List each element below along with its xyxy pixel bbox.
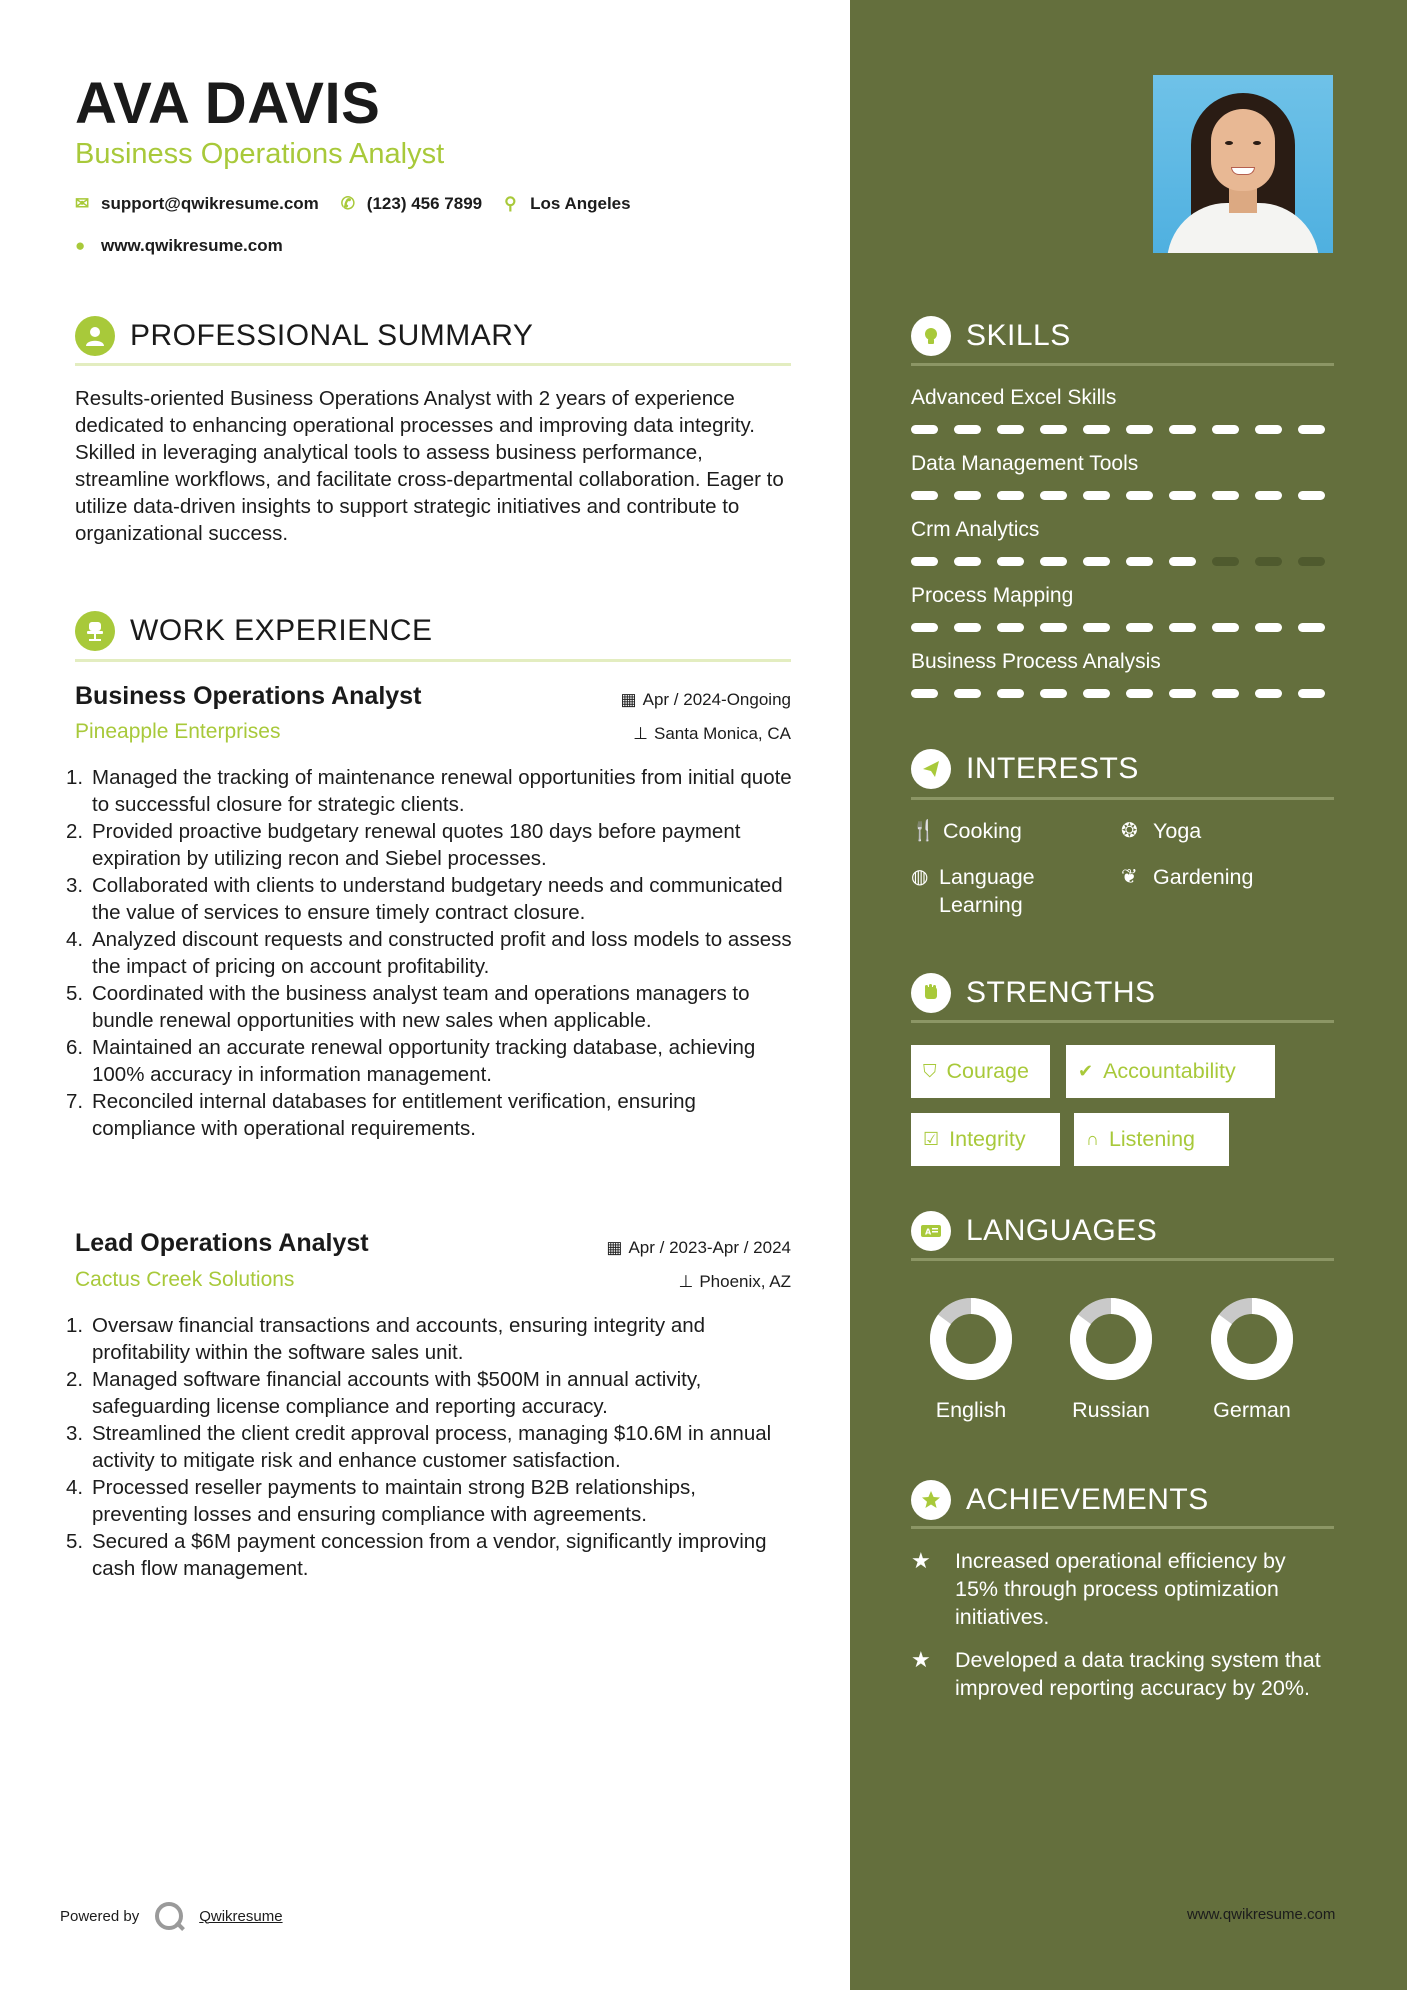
skills-divider [911,363,1334,366]
strengths-title: STRENGTHS [966,976,1156,1009]
interest-label: Language Learning [938,865,1035,917]
candidate-name: AVA DAVIS [75,71,381,136]
achievements-title: ACHIEVEMENTS [966,1483,1209,1516]
interest-item [911,817,1022,845]
phone-icon: ✆ [340,194,356,213]
language-name: German [1213,1398,1291,1422]
skill-dash [1212,491,1239,500]
paper-plane-icon [911,749,951,789]
shooting-star-icon: ★ [911,1647,931,1672]
skill-dash [1083,491,1110,500]
skill-dash [954,623,981,632]
achievement-item [911,1547,1331,1631]
summary-header [75,316,533,356]
skill-dash [1126,491,1153,500]
powered-by-text: Powered by [60,1907,140,1925]
contact-row [75,194,653,214]
lifebuoy-icon: ❂ [1121,820,1138,842]
leaf-icon: ❦ [1121,866,1138,888]
job-title: Lead Operations Analyst [75,1229,369,1257]
skill-dash [1126,623,1153,632]
achievement-item [911,1646,1331,1702]
map-pin-icon: ⚲ [504,194,517,213]
interest-label: Yoga [1153,819,1202,843]
skill-dash [1298,689,1325,698]
skill-dash [1040,689,1067,698]
language-level-ring [929,1297,1013,1381]
calendar-icon: ▦ [606,1238,623,1257]
interest-label: Cooking [943,819,1022,843]
list-item: Reconciled internal databases for entitlement verification, ensuring compliance with operational requirements. [92,1090,696,1140]
skill-dash [1169,623,1196,632]
skill-dash [954,425,981,434]
website-text: www.qwikresume.com [101,236,283,255]
skill-dash [954,689,981,698]
skill-rating [911,491,1341,500]
interests-divider [911,797,1334,800]
skill-dash [1212,689,1239,698]
strength-label: Courage [946,1059,1029,1083]
headphones-icon: ∩ [1086,1129,1099,1149]
skill-dash [1126,425,1153,434]
skill-dash [954,557,981,566]
pushpin-icon: ⊥ [678,1272,694,1291]
experience-divider [75,659,791,662]
skill-dash [1255,623,1282,632]
skill-name: Crm Analytics [911,518,1040,541]
skill-dash [997,689,1024,698]
phone-text: (123) 456 7899 [366,194,483,213]
achievements-divider [911,1526,1334,1529]
languages-header [911,1211,1157,1251]
job-duties [66,764,796,1142]
candidate-role: Business Operations Analyst [75,138,445,170]
profile-photo [1153,75,1333,253]
strength-label: Listening [1108,1127,1196,1151]
check-square-icon: ☑ [923,1129,940,1149]
interest-item [1121,817,1201,845]
list-item: Processed reseller payments to maintain strong B2B relationships, preventing losses and ensuring compliance with agreements. [92,1476,696,1526]
interests-header [911,749,1139,789]
list-item: Coordinated with the business analyst team and operations managers to bundle renewal opportunities with new sales when applicable. [92,982,750,1032]
skill-dash [1255,425,1282,434]
globe-icon: ◍ [911,866,929,888]
skill-dash [1169,557,1196,566]
list-item: Oversaw financial transactions and accounts, ensuring integrity and profitability within the software sales unit. [92,1314,706,1364]
strengths-header [911,973,1156,1013]
skill-dash [1083,425,1110,434]
list-item: Streamlined the client credit approval process, managing $10.6M in annual activity to mitigate risk and enhance customer satisfaction. [92,1422,772,1472]
contact-email[interactable] [75,194,319,214]
skill-dash [1255,491,1282,500]
skill-dash [1040,557,1067,566]
envelope-icon: ✉ [75,194,90,213]
footer-website[interactable]: www.qwikresume.com [1187,1906,1336,1923]
language-name: English [935,1398,1007,1422]
globe-icon: ● [75,236,86,255]
languages-divider [911,1258,1334,1261]
skill-dash [1169,425,1196,434]
skill-dash [911,689,938,698]
interest-item [911,863,1101,919]
list-item: Managed software financial accounts with $500M in annual activity, safeguarding license compliance and reporting accuracy. [92,1368,702,1418]
experience-title: WORK EXPERIENCE [130,614,433,647]
lightbulb-icon [911,316,951,356]
shooting-star-icon: ★ [911,1548,931,1573]
strength-chip [1074,1113,1229,1166]
contact-website[interactable] [75,236,283,256]
skill-dash [1083,689,1110,698]
list-item: Collaborated with clients to understand budgetary needs and communicated the value of services to ensure timely contract closure. [92,874,783,924]
achievement-text: Increased operational efficiency by 15% through process optimization initiatives. [955,1549,1286,1629]
skill-rating [911,557,1341,566]
skill-dash [911,557,938,566]
language-level-ring [1210,1297,1294,1381]
interest-label: Gardening [1153,865,1254,889]
strength-label: Integrity [949,1127,1026,1151]
skill-rating [911,623,1341,632]
language-icon [911,1211,951,1251]
footer-powered-by [60,1902,283,1930]
job-location-text: Phoenix, AZ [699,1272,791,1291]
job-location-text: Santa Monica, CA [653,724,791,743]
svg-text:A: A [925,1227,932,1237]
achievement-text: Developed a data tracking system that improved reporting accuracy by 20%. [955,1648,1321,1700]
strength-chip [911,1113,1060,1166]
skill-rating [911,689,1341,698]
shield-icon: ⛉ [923,1061,937,1081]
job-duties [66,1312,796,1582]
brand-link[interactable]: Qwikresume [199,1907,283,1925]
skill-dash [1126,689,1153,698]
job-title: Business Operations Analyst [75,682,422,710]
skills-header [911,316,1071,356]
job-location [633,724,791,744]
strengths-divider [911,1020,1334,1023]
skill-dash [1083,623,1110,632]
skill-dash [1298,425,1325,434]
star-icon [911,1480,951,1520]
list-item: Maintained an accurate renewal opportunity tracking database, achieving 100% accuracy in information management. [92,1036,756,1086]
job-dates [621,690,791,710]
skill-dash [1255,689,1282,698]
summary-text: Results-oriented Business Operations Analyst with 2 years of experience dedicated to enhancing operational processes and improving data integrity. Skilled in leveraging analytical tools to assess business performance, streamline workflows, and facilitate cross-departmental collaboration. Eager to utilize data-driven insights to support strategic initiatives and contribute to organizational success. [75,387,784,545]
qwikresume-logo-icon [155,1902,183,1930]
skill-dash [1040,425,1067,434]
skill-dash [1255,557,1282,566]
skill-name: Process Mapping [911,584,1074,607]
utensils-icon: 🍴 [911,820,936,842]
job-dates-text: Apr / 2023-Apr / 2024 [628,1238,791,1257]
skill-dash [1298,557,1325,566]
skill-name: Advanced Excel Skills [911,386,1117,409]
skill-dash [911,491,938,500]
skill-dash [1298,623,1325,632]
chair-icon [75,611,115,651]
summary-title: PROFESSIONAL SUMMARY [130,319,534,352]
fist-icon [911,973,951,1013]
skill-dash [1083,557,1110,566]
language-name: Russian [1072,1398,1150,1422]
skill-dash [911,623,938,632]
list-item: Secured a $6M payment concession from a vendor, significantly improving cash flow management. [92,1530,767,1580]
interest-item [1121,863,1253,891]
job-dates-text: Apr / 2024-Ongoing [642,690,791,709]
contact-location [504,194,630,214]
skill-dash [997,557,1024,566]
check-circle-icon: ✔ [1078,1061,1094,1081]
skill-name: Data Management Tools [911,452,1139,475]
languages-title: LANGUAGES [966,1214,1158,1247]
skill-dash [1298,491,1325,500]
skill-name: Business Process Analysis [911,650,1161,673]
list-item: Analyzed discount requests and constructed profit and loss models to assess the impact of pricing on account profitability. [92,928,792,978]
list-item: Provided proactive budgetary renewal quotes 180 days before payment expiration by utilizing recon and Siebel processes. [92,820,741,870]
skill-dash [1212,623,1239,632]
language-level-ring [1069,1297,1153,1381]
skill-dash [997,425,1024,434]
interests-title: INTERESTS [966,752,1139,785]
skill-dash [911,425,938,434]
strength-chip [1066,1045,1275,1098]
location-text: Los Angeles [530,194,631,213]
strength-label: Accountability [1103,1059,1236,1083]
skill-dash [1212,425,1239,434]
email-text: support@qwikresume.com [101,194,319,213]
summary-divider [75,363,791,366]
contact-phone[interactable] [341,194,482,214]
skills-title: SKILLS [966,319,1071,352]
calendar-icon: ▦ [620,690,637,709]
pushpin-icon: ⊥ [633,724,648,743]
skill-dash [1169,689,1196,698]
user-icon [75,316,115,356]
strength-chip [911,1045,1050,1098]
skill-dash [1040,491,1067,500]
job-location [679,1272,791,1292]
job-company: Pineapple Enterprises [75,720,281,743]
list-item: Managed the tracking of maintenance renewal opportunities from initial quote to successful closure for strategic clients. [92,766,792,816]
skill-rating [911,425,1341,434]
skill-dash [997,491,1024,500]
experience-header [75,611,433,651]
job-dates [606,1238,791,1258]
achievements-header [911,1480,1209,1520]
contact-row-2 [75,236,305,256]
skill-dash [1169,491,1196,500]
skill-dash [1040,623,1067,632]
skill-dash [954,491,981,500]
skill-dash [1212,557,1239,566]
job-company: Cactus Creek Solutions [75,1268,295,1291]
skill-dash [1126,557,1153,566]
skill-dash [997,623,1024,632]
